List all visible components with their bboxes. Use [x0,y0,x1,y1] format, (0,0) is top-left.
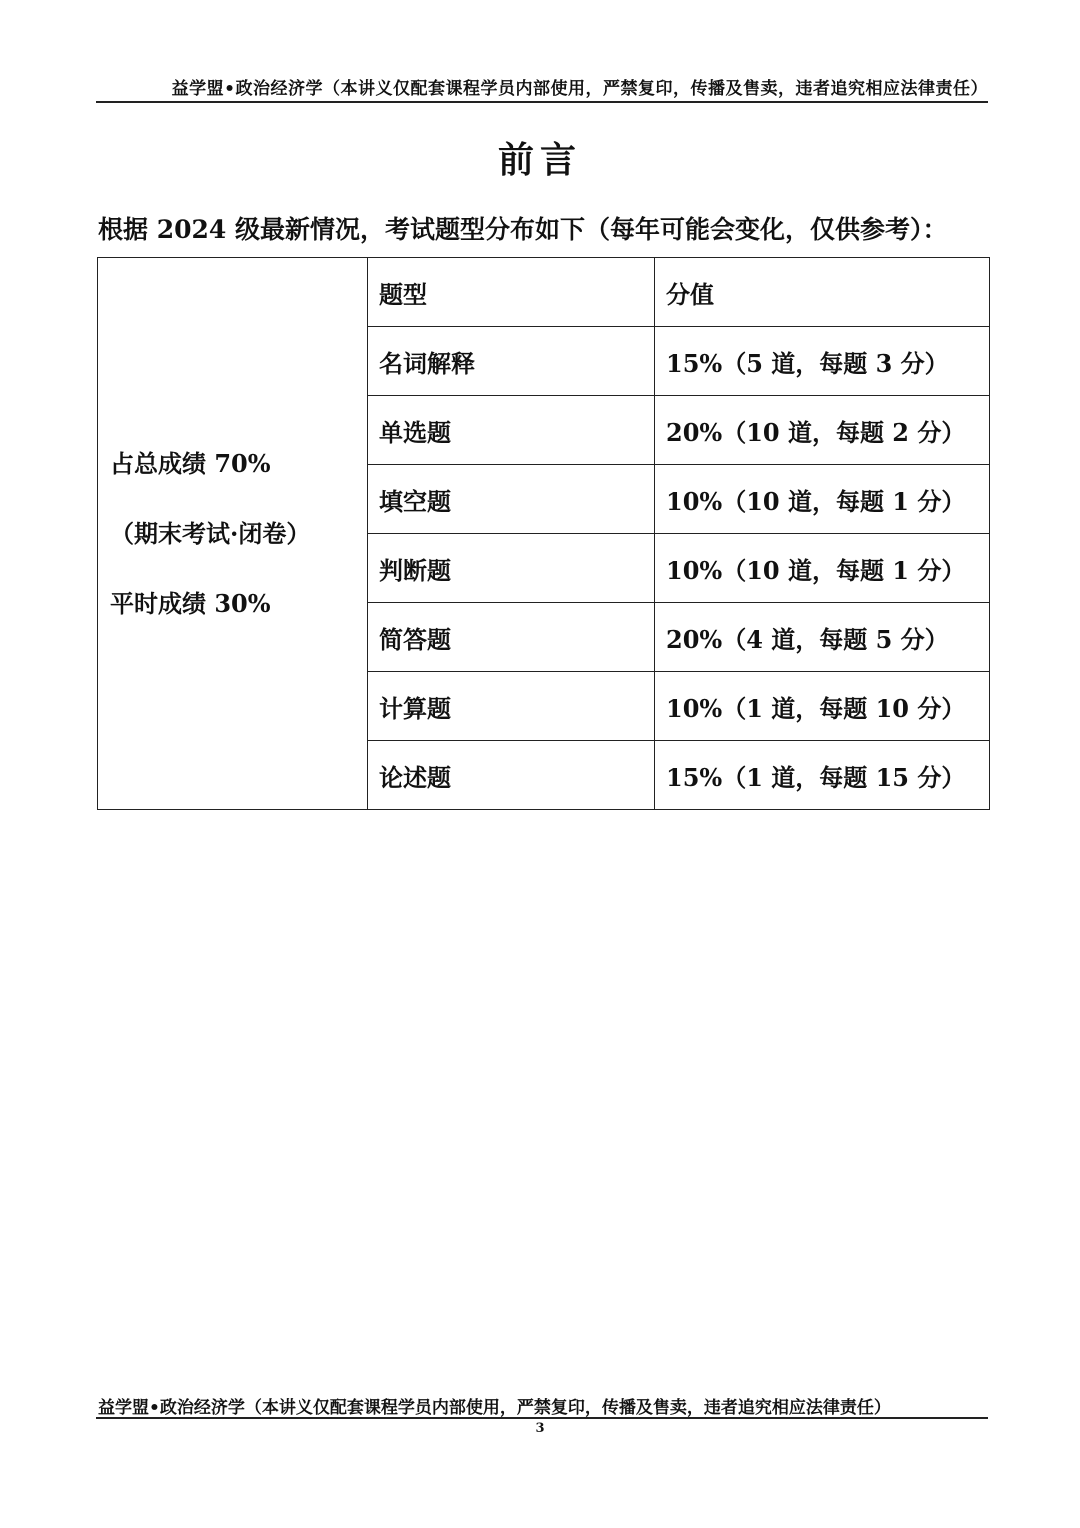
score-cell: 20%（4 道，每题 5 分） [655,603,990,672]
score-cell: 15%（5 道，每题 3 分） [655,327,990,396]
score-cell: 10%（10 道，每题 1 分） [655,465,990,534]
intro-paragraph: 根据 2024 级最新情况，考试题型分布如下（每年可能会变化，仅供参考）： [98,215,948,244]
question-type-cell: 填空题 [368,465,655,534]
question-type-cell: 判断题 [368,534,655,603]
score-cell: 10%（1 道，每题 10 分） [655,672,990,741]
column-header-score: 分值 [655,258,990,327]
grade-composition-cell [98,258,368,810]
table-header-row [98,258,990,327]
question-type-cell: 论述题 [368,741,655,810]
regular-grade-weight: 平时成绩 30% [110,588,271,618]
question-type-cell: 名词解释 [368,327,655,396]
score-cell: 15%（1 道，每题 15 分） [655,741,990,810]
question-type-cell: 计算题 [368,672,655,741]
footer-divider [96,1417,988,1419]
question-type-cell: 单选题 [368,396,655,465]
final-exam-weight: 占总成绩 70% [110,448,271,478]
column-header-type: 题型 [368,258,655,327]
score-cell: 20%（10 道，每题 2 分） [655,396,990,465]
question-type-cell: 简答题 [368,603,655,672]
page-header: 益学盟•政治经济学（本讲义仅配套课程学员内部使用，严禁复印，传播及售卖，违者追究相应法律责任） [171,79,988,99]
final-exam-note: （期末考试·闭卷） [110,518,311,548]
page-footer: 益学盟•政治经济学（本讲义仅配套课程学员内部使用，严禁复印，传播及售卖，违者追究相应法律责任） [98,1398,891,1418]
page-number: 3 [535,1421,545,1436]
header-divider [96,101,988,103]
score-cell: 10%（10 道，每题 1 分） [655,534,990,603]
page-title: 前言 [497,139,582,181]
exam-distribution-table [97,257,990,810]
